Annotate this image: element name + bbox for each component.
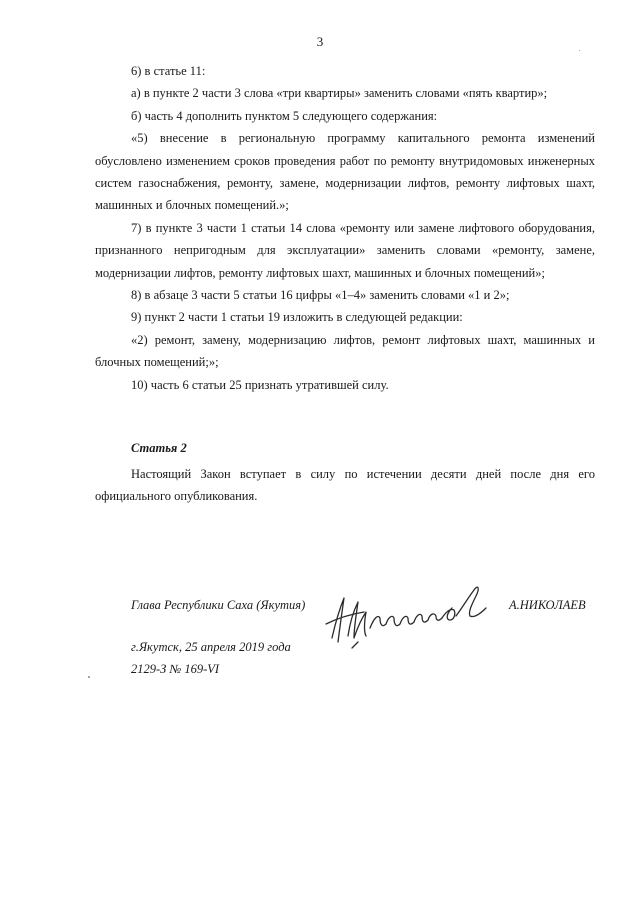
item-7: 7) в пункте 3 части 1 статьи 14 слова «ремонту или замене лифтового оборудования, признанного непригодным для эксплуатации» заменить словами «ремонту, замене, модернизации лифтов, ремонту лифтовых шахт, машинных и блочных помещений»;	[95, 220, 595, 280]
article1-amendments	[95, 60, 595, 396]
scan-speck	[579, 50, 580, 51]
place-and-date: г.Якутск, 25 апреля 2019 года	[131, 640, 291, 654]
item-10: 10) часть 6 статьи 25 признать утратившей силу.	[131, 377, 389, 392]
item-9-quote: «2) ремонт, замену, модернизацию лифтов, ремонт лифтовых шахт, машинных и блочных помещений;»;	[95, 332, 595, 370]
registration-number: 2129-З № 169-VI	[131, 662, 220, 676]
scan-speck	[88, 676, 90, 678]
signatory-position: Глава Республики Саха (Якутия)	[131, 598, 306, 612]
item-6: 6) в статье 11:	[131, 64, 206, 78]
item-6b: б) часть 4 дополнить пунктом 5 следующего содержания:	[131, 108, 438, 123]
signatory-name: А.НИКОЛАЕВ	[509, 598, 586, 612]
article2-heading: Статья 2	[131, 441, 187, 455]
handwritten-signature	[318, 568, 498, 656]
page-number: 3	[316, 34, 324, 49]
item-6b-quote: «5) внесение в региональную программу капитального ремонта изменений обусловлено изменением сроков проведения работ по ремонту внутридомовых инженерных систем газоснабжения, ремонту, замене, модернизации лифтов, ремонту лифтовых шахт, машинных и блочных помещений.»;	[95, 131, 595, 213]
item-8: 8) в абзаце 3 части 5 статьи 16 цифры «1–4» заменить словами «1 и 2»;	[131, 288, 510, 303]
article2-text: Настоящий Закон вступает в силу по истечении десяти дней после дня его официального опубликования.	[95, 467, 595, 504]
item-6a: а) в пункте 2 части 3 слова «три квартиры» заменить словами «пять квартир»;	[131, 86, 548, 101]
item-9: 9) пункт 2 части 1 статьи 19 изложить в следующей редакции:	[131, 310, 463, 325]
